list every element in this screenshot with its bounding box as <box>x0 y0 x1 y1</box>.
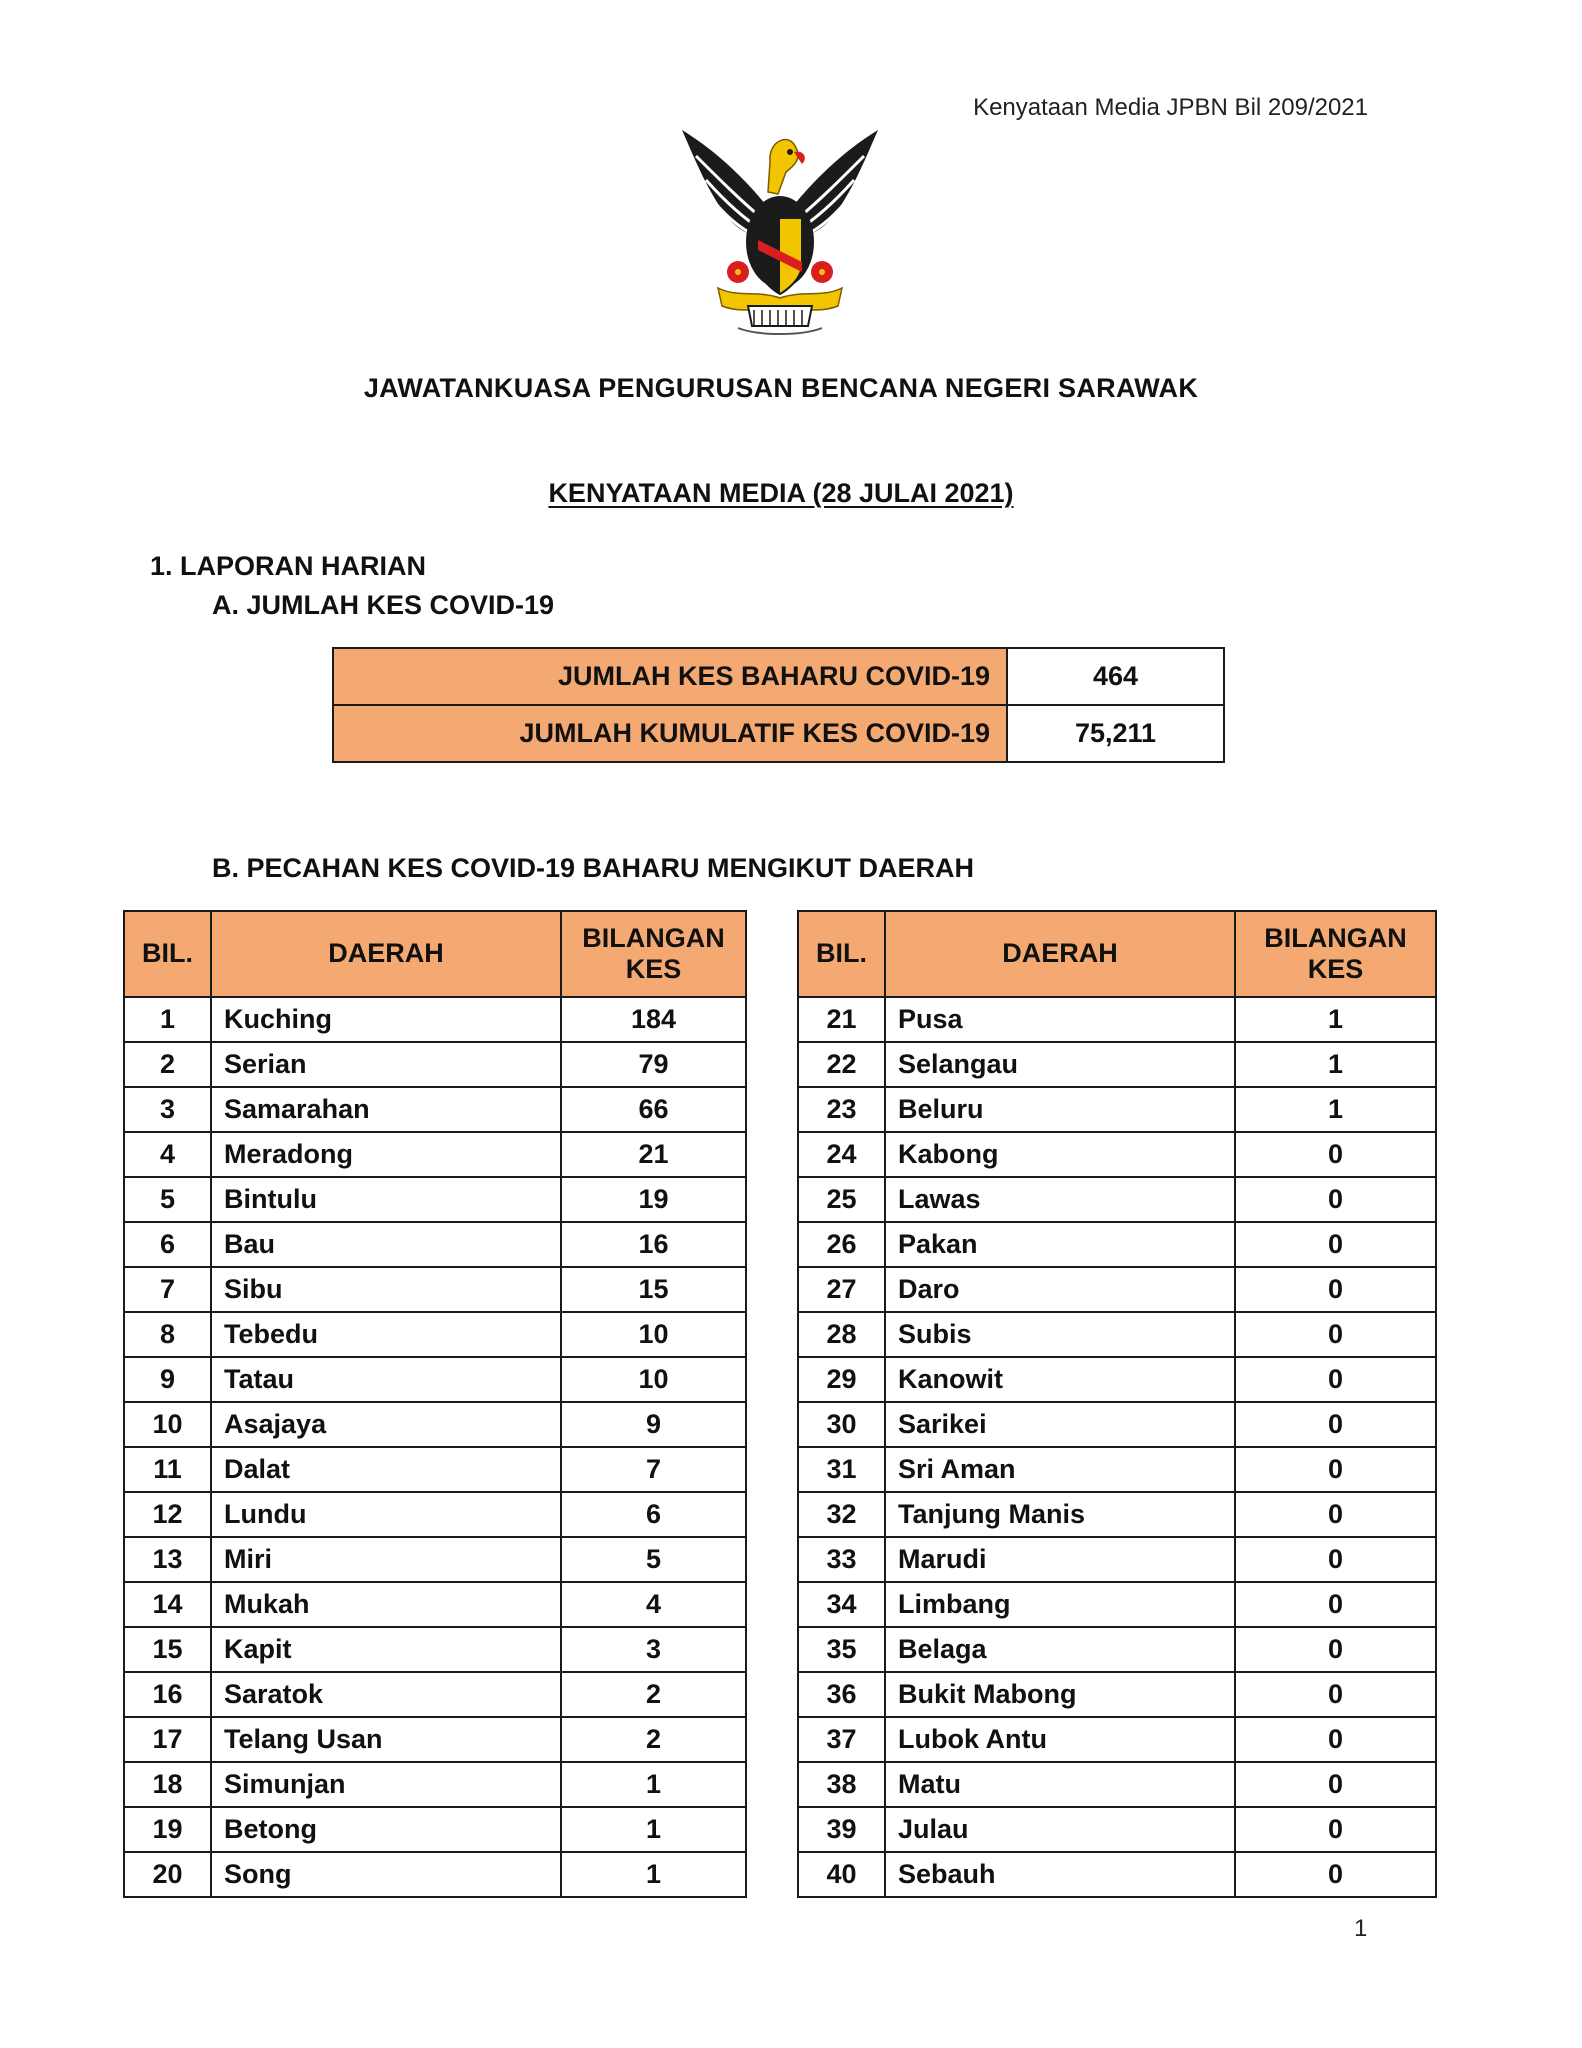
cell-bil: 1 <box>124 997 211 1042</box>
cell-kes: 7 <box>561 1447 746 1492</box>
table-row <box>798 1492 1436 1537</box>
cell-daerah: Asajaya <box>211 1402 561 1447</box>
table-row <box>124 1402 746 1447</box>
cell-kes: 66 <box>561 1087 746 1132</box>
cell-daerah: Serian <box>211 1042 561 1087</box>
column-header-bilangan: BILANGAN <box>1264 922 1407 953</box>
cell-kes: 0 <box>1235 1807 1436 1852</box>
cell-kes: 2 <box>561 1717 746 1762</box>
table-row <box>124 997 746 1042</box>
cell-bil: 37 <box>798 1717 885 1762</box>
table-row <box>798 1537 1436 1582</box>
table-row <box>124 1807 746 1852</box>
cell-daerah: Telang Usan <box>211 1717 561 1762</box>
organization-title: JAWATANKUASA PENGURUSAN BENCANA NEGERI SARAWAK <box>363 373 1199 403</box>
table-row <box>798 1132 1436 1177</box>
cell-daerah: Bintulu <box>211 1177 561 1222</box>
column-header-daerah: DAERAH <box>211 911 561 997</box>
cell-bil: 20 <box>124 1852 211 1897</box>
cell-daerah: Meradong <box>211 1132 561 1177</box>
district-table-right <box>797 910 1437 1898</box>
cell-kes: 0 <box>1235 1852 1436 1897</box>
page-number: 1 <box>1354 1915 1368 1942</box>
cell-bil: 17 <box>124 1717 211 1762</box>
cell-daerah: Daro <box>885 1267 1235 1312</box>
cell-bil: 26 <box>798 1222 885 1267</box>
cell-bil: 32 <box>798 1492 885 1537</box>
sarawak-crest-icon <box>678 122 882 340</box>
cell-kes: 3 <box>561 1627 746 1672</box>
cell-kes: 0 <box>1235 1357 1436 1402</box>
table-row <box>798 1627 1436 1672</box>
table-row <box>124 1762 746 1807</box>
table-row <box>798 1312 1436 1357</box>
cell-daerah: Lubok Antu <box>885 1717 1235 1762</box>
table-row <box>798 1582 1436 1627</box>
cell-daerah: Tanjung Manis <box>885 1492 1235 1537</box>
cell-bil: 8 <box>124 1312 211 1357</box>
cell-bil: 18 <box>124 1762 211 1807</box>
cell-daerah: Kanowit <box>885 1357 1235 1402</box>
cell-bil: 28 <box>798 1312 885 1357</box>
table-row <box>798 1357 1436 1402</box>
summary-label: JUMLAH KUMULATIF KES COVID-19 <box>333 705 1007 762</box>
cell-bil: 6 <box>124 1222 211 1267</box>
table-row <box>124 1087 746 1132</box>
cell-daerah: Mukah <box>211 1582 561 1627</box>
cell-kes: 4 <box>561 1582 746 1627</box>
cell-kes: 0 <box>1235 1402 1436 1447</box>
section-heading-jumlah-kes: A. JUMLAH KES COVID-19 <box>212 590 555 620</box>
cell-bil: 4 <box>124 1132 211 1177</box>
table-row <box>124 1267 746 1312</box>
table-row <box>798 1447 1436 1492</box>
table-row <box>798 1852 1436 1897</box>
cell-kes: 0 <box>1235 1177 1436 1222</box>
document-reference: Kenyataan Media JPBN Bil 209/2021 <box>973 94 1368 121</box>
cell-kes: 184 <box>561 997 746 1042</box>
table-row <box>124 1852 746 1897</box>
cell-bil: 39 <box>798 1807 885 1852</box>
cell-kes: 1 <box>1235 997 1436 1042</box>
cell-kes: 0 <box>1235 1537 1436 1582</box>
table-row <box>124 1312 746 1357</box>
cell-kes: 0 <box>1235 1717 1436 1762</box>
district-table-left <box>123 910 747 1898</box>
cell-kes: 0 <box>1235 1132 1436 1177</box>
cell-kes: 10 <box>561 1312 746 1357</box>
cell-kes: 0 <box>1235 1267 1436 1312</box>
cell-bil: 33 <box>798 1537 885 1582</box>
cell-daerah: Simunjan <box>211 1762 561 1807</box>
summary-row-cumulative-cases <box>333 705 1224 762</box>
cell-bil: 14 <box>124 1582 211 1627</box>
cell-kes: 0 <box>1235 1672 1436 1717</box>
cell-bil: 12 <box>124 1492 211 1537</box>
cell-kes: 1 <box>561 1852 746 1897</box>
cell-daerah: Sebauh <box>885 1852 1235 1897</box>
summary-label: JUMLAH KES BAHARU COVID-19 <box>333 648 1007 705</box>
column-header-bilangan: BILANGAN <box>582 922 725 953</box>
cell-kes: 2 <box>561 1672 746 1717</box>
cell-daerah: Limbang <box>885 1582 1235 1627</box>
cell-kes: 1 <box>1235 1042 1436 1087</box>
table-row <box>798 1222 1436 1267</box>
table-row <box>798 1807 1436 1852</box>
cell-bil: 40 <box>798 1852 885 1897</box>
cell-bil: 25 <box>798 1177 885 1222</box>
table-row <box>124 1177 746 1222</box>
cell-bil: 11 <box>124 1447 211 1492</box>
cell-bil: 29 <box>798 1357 885 1402</box>
cell-daerah: Tebedu <box>211 1312 561 1357</box>
cell-daerah: Belaga <box>885 1627 1235 1672</box>
summary-row-new-cases <box>333 648 1224 705</box>
media-statement-title: KENYATAAN MEDIA (28 JULAI 2021) <box>548 478 1014 508</box>
column-header-bilangan-kes <box>1235 911 1436 997</box>
cell-daerah: Julau <box>885 1807 1235 1852</box>
table-header-row <box>798 911 1436 997</box>
table-row <box>124 1222 746 1267</box>
cell-daerah: Kapit <box>211 1627 561 1672</box>
cell-daerah: Tatau <box>211 1357 561 1402</box>
section-heading-pecahan-kes: B. PECAHAN KES COVID-19 BAHARU MENGIKUT DAERAH <box>212 853 975 883</box>
cell-bil: 19 <box>124 1807 211 1852</box>
cell-bil: 13 <box>124 1537 211 1582</box>
column-header-bil: BIL. <box>798 911 885 997</box>
table-row <box>124 1492 746 1537</box>
cell-bil: 35 <box>798 1627 885 1672</box>
cell-kes: 1 <box>561 1807 746 1852</box>
cell-kes: 0 <box>1235 1312 1436 1357</box>
cell-kes: 16 <box>561 1222 746 1267</box>
cell-kes: 15 <box>561 1267 746 1312</box>
cell-kes: 1 <box>561 1762 746 1807</box>
table-row <box>798 1717 1436 1762</box>
cell-daerah: Pakan <box>885 1222 1235 1267</box>
cell-daerah: Song <box>211 1852 561 1897</box>
cell-kes: 0 <box>1235 1492 1436 1537</box>
cell-kes: 0 <box>1235 1222 1436 1267</box>
cell-daerah: Bau <box>211 1222 561 1267</box>
cell-daerah: Sarikei <box>885 1402 1235 1447</box>
table-row <box>798 1402 1436 1447</box>
table-row <box>124 1447 746 1492</box>
cell-kes: 5 <box>561 1537 746 1582</box>
cell-daerah: Miri <box>211 1537 561 1582</box>
cell-kes: 79 <box>561 1042 746 1087</box>
cell-kes: 6 <box>561 1492 746 1537</box>
cell-daerah: Kuching <box>211 997 561 1042</box>
cell-bil: 2 <box>124 1042 211 1087</box>
column-header-bil: BIL. <box>124 911 211 997</box>
cell-bil: 23 <box>798 1087 885 1132</box>
table-row <box>798 1267 1436 1312</box>
cell-bil: 36 <box>798 1672 885 1717</box>
cell-daerah: Lundu <box>211 1492 561 1537</box>
table-row <box>124 1672 746 1717</box>
table-row <box>798 1672 1436 1717</box>
cell-daerah: Selangau <box>885 1042 1235 1087</box>
cell-bil: 31 <box>798 1447 885 1492</box>
cell-bil: 21 <box>798 997 885 1042</box>
column-header-kes: KES <box>1307 954 1364 984</box>
cell-kes: 21 <box>561 1132 746 1177</box>
section-heading-laporan-harian: 1. LAPORAN HARIAN <box>150 551 427 581</box>
cell-daerah: Saratok <box>211 1672 561 1717</box>
table-row <box>798 997 1436 1042</box>
cell-kes: 19 <box>561 1177 746 1222</box>
cell-kes: 10 <box>561 1357 746 1402</box>
summary-value: 464 <box>1007 648 1224 705</box>
cell-kes: 0 <box>1235 1447 1436 1492</box>
cell-bil: 30 <box>798 1402 885 1447</box>
table-row <box>798 1087 1436 1132</box>
cell-daerah: Beluru <box>885 1087 1235 1132</box>
table-header-row <box>124 911 746 997</box>
cell-bil: 34 <box>798 1582 885 1627</box>
table-row <box>798 1762 1436 1807</box>
column-header-kes: KES <box>625 954 682 984</box>
cell-bil: 38 <box>798 1762 885 1807</box>
cell-bil: 24 <box>798 1132 885 1177</box>
table-row <box>124 1627 746 1672</box>
cell-daerah: Pusa <box>885 997 1235 1042</box>
cell-bil: 10 <box>124 1402 211 1447</box>
cell-bil: 27 <box>798 1267 885 1312</box>
cell-daerah: Samarahan <box>211 1087 561 1132</box>
table-row <box>124 1357 746 1402</box>
cell-daerah: Subis <box>885 1312 1235 1357</box>
table-row <box>798 1042 1436 1087</box>
cell-bil: 7 <box>124 1267 211 1312</box>
cell-daerah: Kabong <box>885 1132 1235 1177</box>
table-row <box>124 1042 746 1087</box>
cell-kes: 0 <box>1235 1582 1436 1627</box>
summary-table <box>332 647 1225 763</box>
column-header-daerah: DAERAH <box>885 911 1235 997</box>
column-header-bilangan-kes <box>561 911 746 997</box>
cell-kes: 0 <box>1235 1762 1436 1807</box>
cell-daerah: Betong <box>211 1807 561 1852</box>
table-row <box>124 1537 746 1582</box>
cell-bil: 16 <box>124 1672 211 1717</box>
cell-bil: 9 <box>124 1357 211 1402</box>
cell-daerah: Sri Aman <box>885 1447 1235 1492</box>
cell-daerah: Dalat <box>211 1447 561 1492</box>
cell-kes: 0 <box>1235 1627 1436 1672</box>
table-row <box>798 1177 1436 1222</box>
cell-bil: 15 <box>124 1627 211 1672</box>
table-row <box>124 1582 746 1627</box>
cell-kes: 1 <box>1235 1087 1436 1132</box>
cell-daerah: Matu <box>885 1762 1235 1807</box>
cell-bil: 22 <box>798 1042 885 1087</box>
summary-value: 75,211 <box>1007 705 1224 762</box>
cell-kes: 9 <box>561 1402 746 1447</box>
cell-bil: 5 <box>124 1177 211 1222</box>
table-row <box>124 1717 746 1762</box>
cell-bil: 3 <box>124 1087 211 1132</box>
cell-daerah: Sibu <box>211 1267 561 1312</box>
cell-daerah: Lawas <box>885 1177 1235 1222</box>
cell-daerah: Bukit Mabong <box>885 1672 1235 1717</box>
table-row <box>124 1132 746 1177</box>
cell-daerah: Marudi <box>885 1537 1235 1582</box>
